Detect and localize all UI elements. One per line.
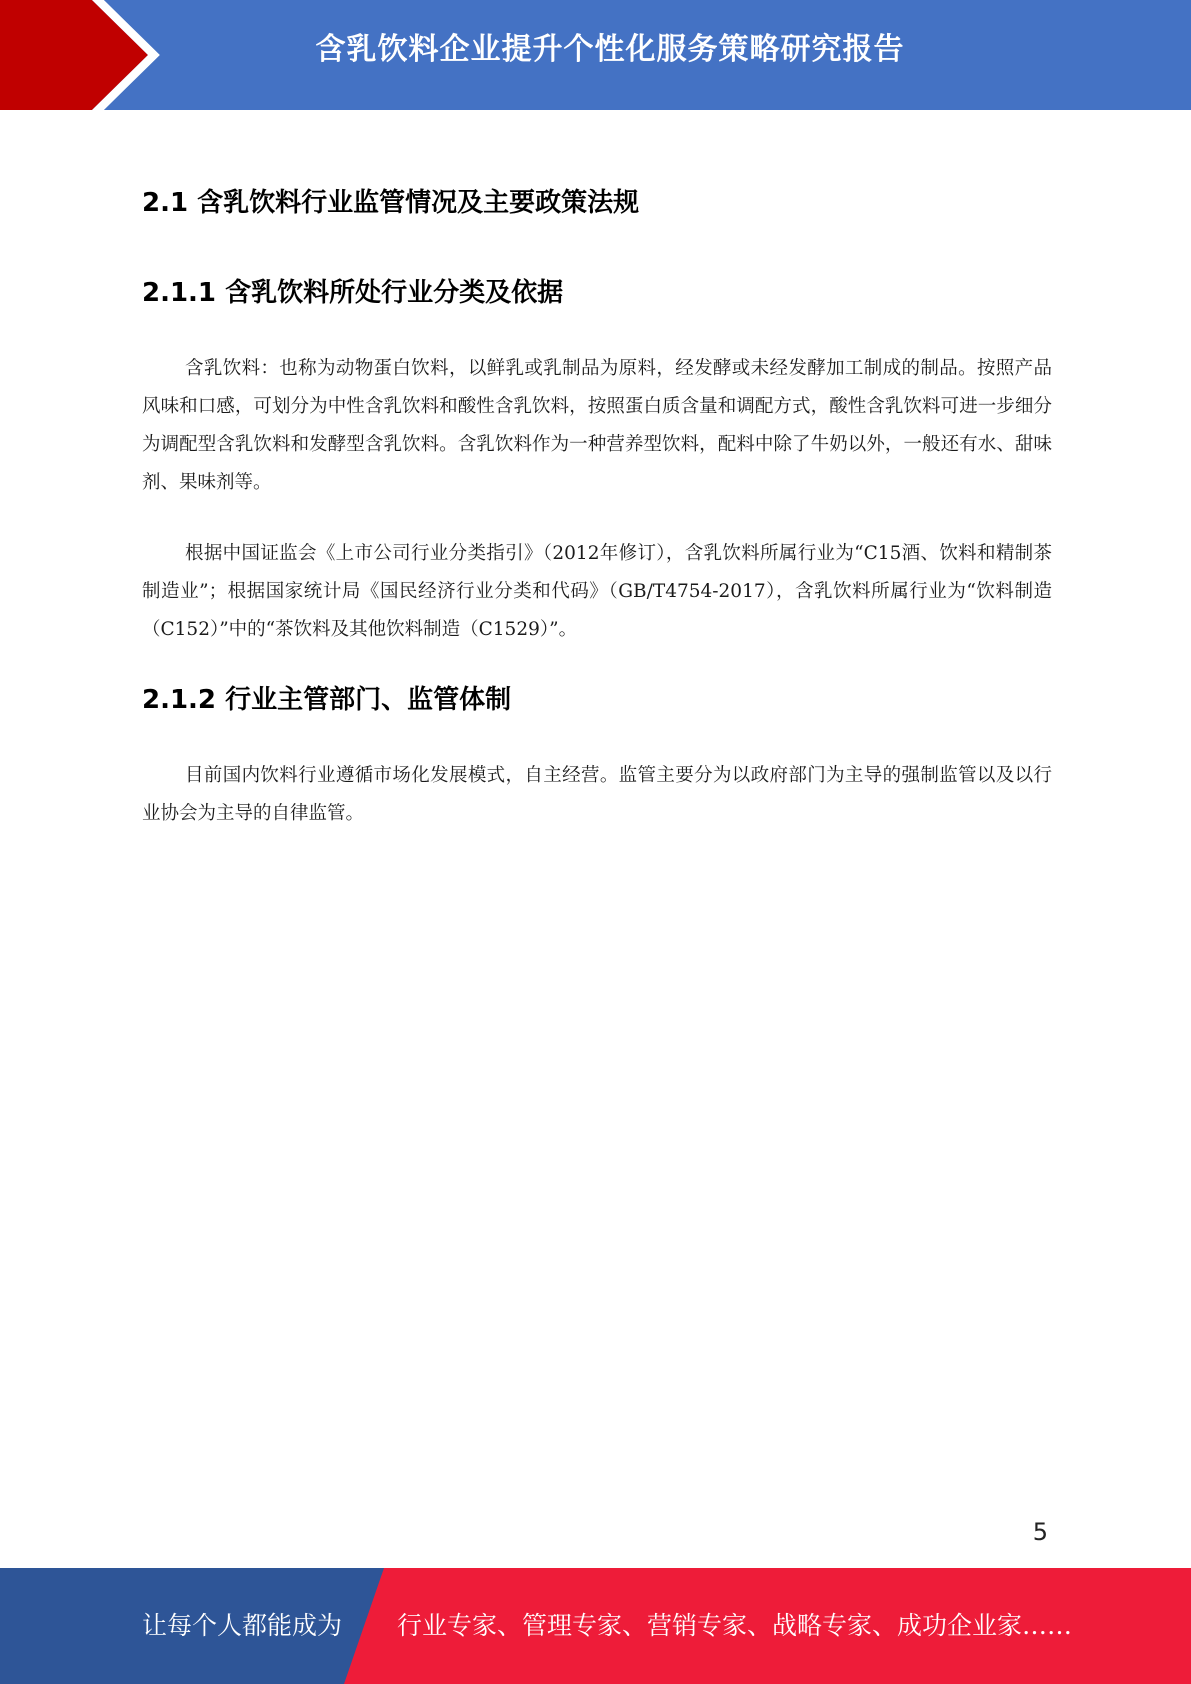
page-footer xyxy=(0,1568,1191,1684)
page-number: 5 xyxy=(1032,1518,1048,1546)
section-heading-2-1: 2.1 含乳饮料行业监管情况及主要政策法规 xyxy=(142,188,640,218)
section-heading-2-1-2: 2.1.2 行业主管部门、监管体制 xyxy=(142,685,512,715)
footer-slogan-left: 让每个人都能成为 xyxy=(142,1611,343,1640)
header-chevron-graphic xyxy=(0,0,160,110)
header-title: 含乳饮料企业提升个性化服务策略研究报告 xyxy=(315,32,905,67)
paragraph-milk-beverage-definition: 含乳饮料：也称为动物蛋白饮料，以鲜乳或乳制品为原料，经发酵或未经发酵加工制成的制品。按照产品风味和口感，可划分为中性含乳饮料和酸性含乳饮料，按照蛋白质含量和调配方式，酸性含乳饮料可进一步细分为调配型含乳饮料和发酵型含乳饮料。含乳饮料作为一种营养型饮料，配料中除了牛奶以外，一般还有水、甜味剂、果味剂等。 xyxy=(142,358,1052,493)
paragraph-industry-classification: 根据中国证监会《上市公司行业分类指引》（2012年修订），含乳饮料所属行业为“C15酒、饮料和精制茶制造业”；根据国家统计局《国民经济行业分类和代码》（GB/T4754-2017），含乳饮料所属行业为“饮料制造（C152）”中的“茶饮料及其他饮料制造（C1529）”。 xyxy=(142,543,1052,640)
paragraph-regulatory-system: 目前国内饮料行业遵循市场化发展模式，自主经营。监管主要分为以政府部门为主导的强制监管以及以行业协会为主导的自律监管。 xyxy=(142,765,1052,824)
footer-slogan-right: 行业专家、管理专家、营销专家、战略专家、成功企业家…… xyxy=(397,1611,1073,1640)
page-header xyxy=(0,0,1191,110)
section-heading-2-1-1: 2.1.1 含乳饮料所处行业分类及依据 xyxy=(142,278,564,308)
